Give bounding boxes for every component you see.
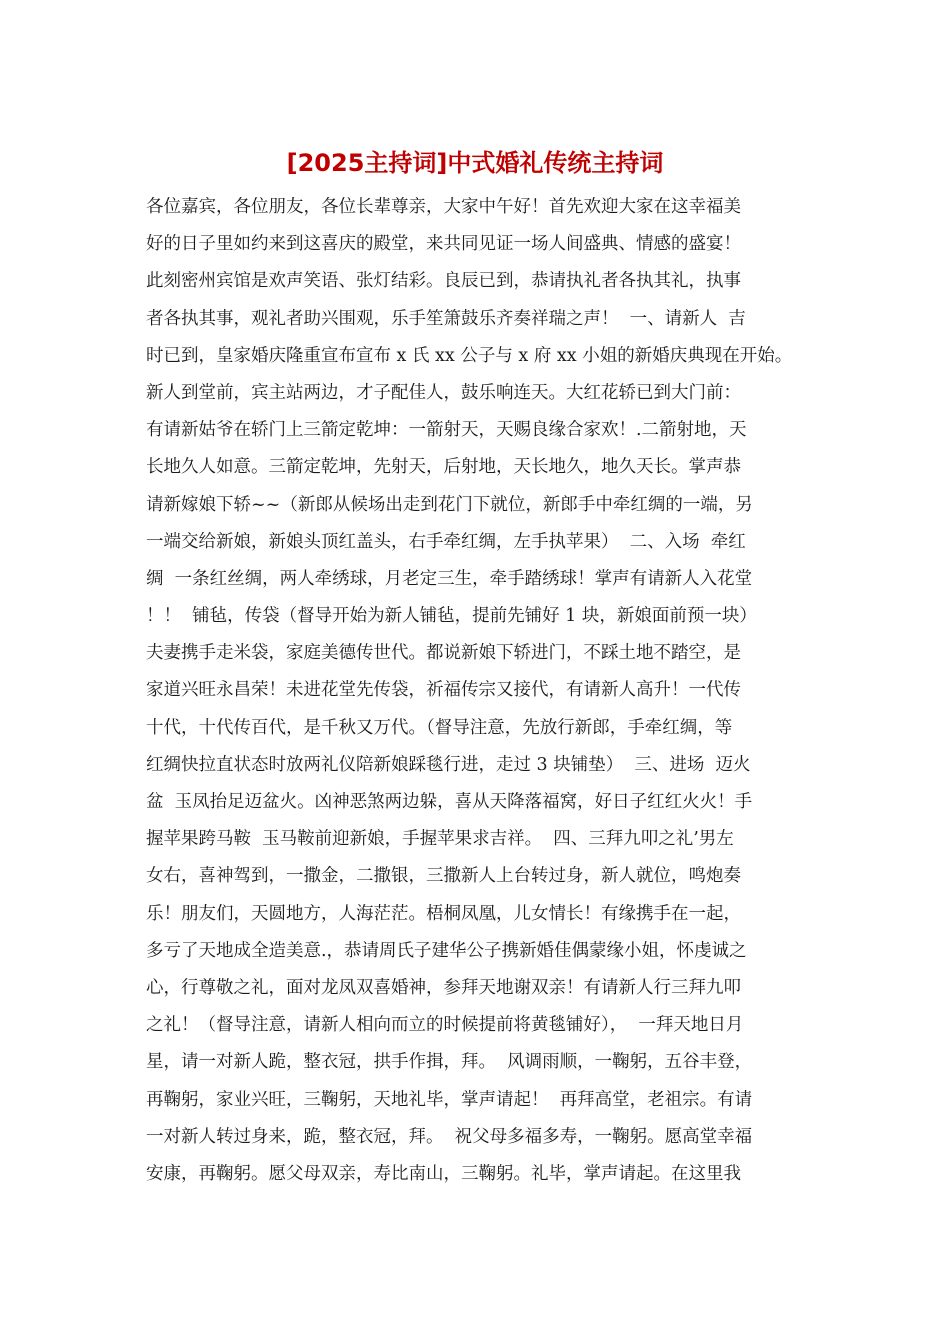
body-line: 请新嫁娘下轿~~（新郎从候场出走到花门下就位，新郎手中牵红绸的一端，另 (146, 494, 753, 515)
body-line: 绸 一条红丝绸，两人牵绣球，月老定三生，牵手踏绣球！掌声有请新人入花堂 (146, 568, 753, 589)
document-body (146, 196, 846, 1200)
body-line: 时已到，皇家婚庆隆重宣布宣布 x 氏 xx 公子与 x 府 xx 小姐的新婚庆典现在开始。 (146, 345, 793, 366)
body-line: 一端交给新娘，新娘头顶红盖头，右手牵红绸，左手执苹果） 二、入场 牵红 (146, 531, 746, 552)
body-line: ！！ 铺毡，传袋（督导开始为新人铺毡，提前先铺好 1 块，新娘面前预一块） (146, 606, 757, 627)
body-line: 红绸快拉直状态时放两礼仪陪新娘踩毯行进，走过 3 块铺垫） 三、进场 迈火 (146, 754, 751, 775)
body-line: 盆 玉凤抬足迈盆火。凶神恶煞两边躲，喜从天降落福窝，好日子红红火火！手 (146, 792, 753, 812)
body-line: 安康，再鞠躬。愿父母双亲，寿比南山，三鞠躬。礼毕，掌声请起。在这里我 (146, 1163, 741, 1184)
document-title: [2025主持词]中式婚礼传统主持词 (286, 149, 664, 177)
body-line: 心，行尊敬之礼，面对龙凤双喜婚神，参拜天地谢双亲！有请新人行三拜九叩 (146, 977, 741, 998)
body-line: 新人到堂前，宾主站两边，才子配佳人，鼓乐响连天。大红花轿已到大门前： (146, 382, 741, 403)
body-line: 好的日子里如约来到这喜庆的殿堂，来共同见证一场人间盛典、情感的盛宴！ (146, 234, 741, 255)
body-line: 再鞠躬，家业兴旺，三鞠躬，天地礼毕，掌声请起！ 再拜高堂，老祖宗。有请 (146, 1089, 753, 1110)
body-line: 一对新人转过身来，跪，整衣冠，拜。 祝父母多福多寿，一鞠躬。愿高堂幸福 (146, 1126, 753, 1147)
body-line: 有请新姑爷在轿门上三箭定乾坤：一箭射天，天赐良缘合家欢！.二箭射地，天 (146, 420, 747, 441)
body-line: 星，请一对新人跪，整衣冠，拱手作揖，拜。 风调雨顺，一鞠躬，五谷丰登， (146, 1052, 753, 1073)
body-line: 家道兴旺永昌荣！未进花堂先传袋，祈福传宗又接代，有请新人高升！一代传 (146, 680, 741, 701)
body-line: 各位嘉宾，各位朋友，各位长辈尊亲，大家中午好！首先欢迎大家在这幸福美 (146, 197, 741, 217)
body-line: 女右，喜神驾到，一撒金，二撒银，三撒新人上台转过身，新人就位，鸣炮奏 (146, 866, 741, 887)
body-line: 之礼！（督导注意，请新人相向而立的时候提前将黄毯铺好）， 一拜天地日月 (146, 1015, 744, 1036)
body-line: 夫妻携手走米袋，家庭美德传世代。都说新娘下轿进门，不踩土地不踏空，是 (146, 643, 741, 664)
body-line: 者各执其事，观礼者助兴围观，乐手笙箫鼓乐齐奏祥瑞之声！ 一、请新人 吉 (146, 308, 746, 329)
body-line: 乐！朋友们，天圆地方，人海茫茫。梧桐凤凰，儿女情长！有缘携手在一起， (146, 903, 741, 924)
body-line: 握苹果跨马鞍 玉马鞍前迎新娘，手握苹果求吉祥。 四、三拜九叩之礼’男左 (146, 829, 734, 850)
body-line: 多亏了天地成全造美意.，恭请周氏子建华公子携新婚佳偶蒙缘小姐，怀虔诚之 (146, 940, 747, 961)
body-line: 长地久人如意。三箭定乾坤，先射天，后射地，天长地久，地久天长。掌声恭 (146, 457, 741, 478)
body-line: 此刻密州宾馆是欢声笑语、张灯结彩。良辰已到，恭请执礼者各执其礼，执事 (146, 271, 741, 292)
body-line: 十代，十代传百代，是千秋又万代。（督导注意，先放行新郎，手牵红绸，等 (146, 717, 733, 738)
